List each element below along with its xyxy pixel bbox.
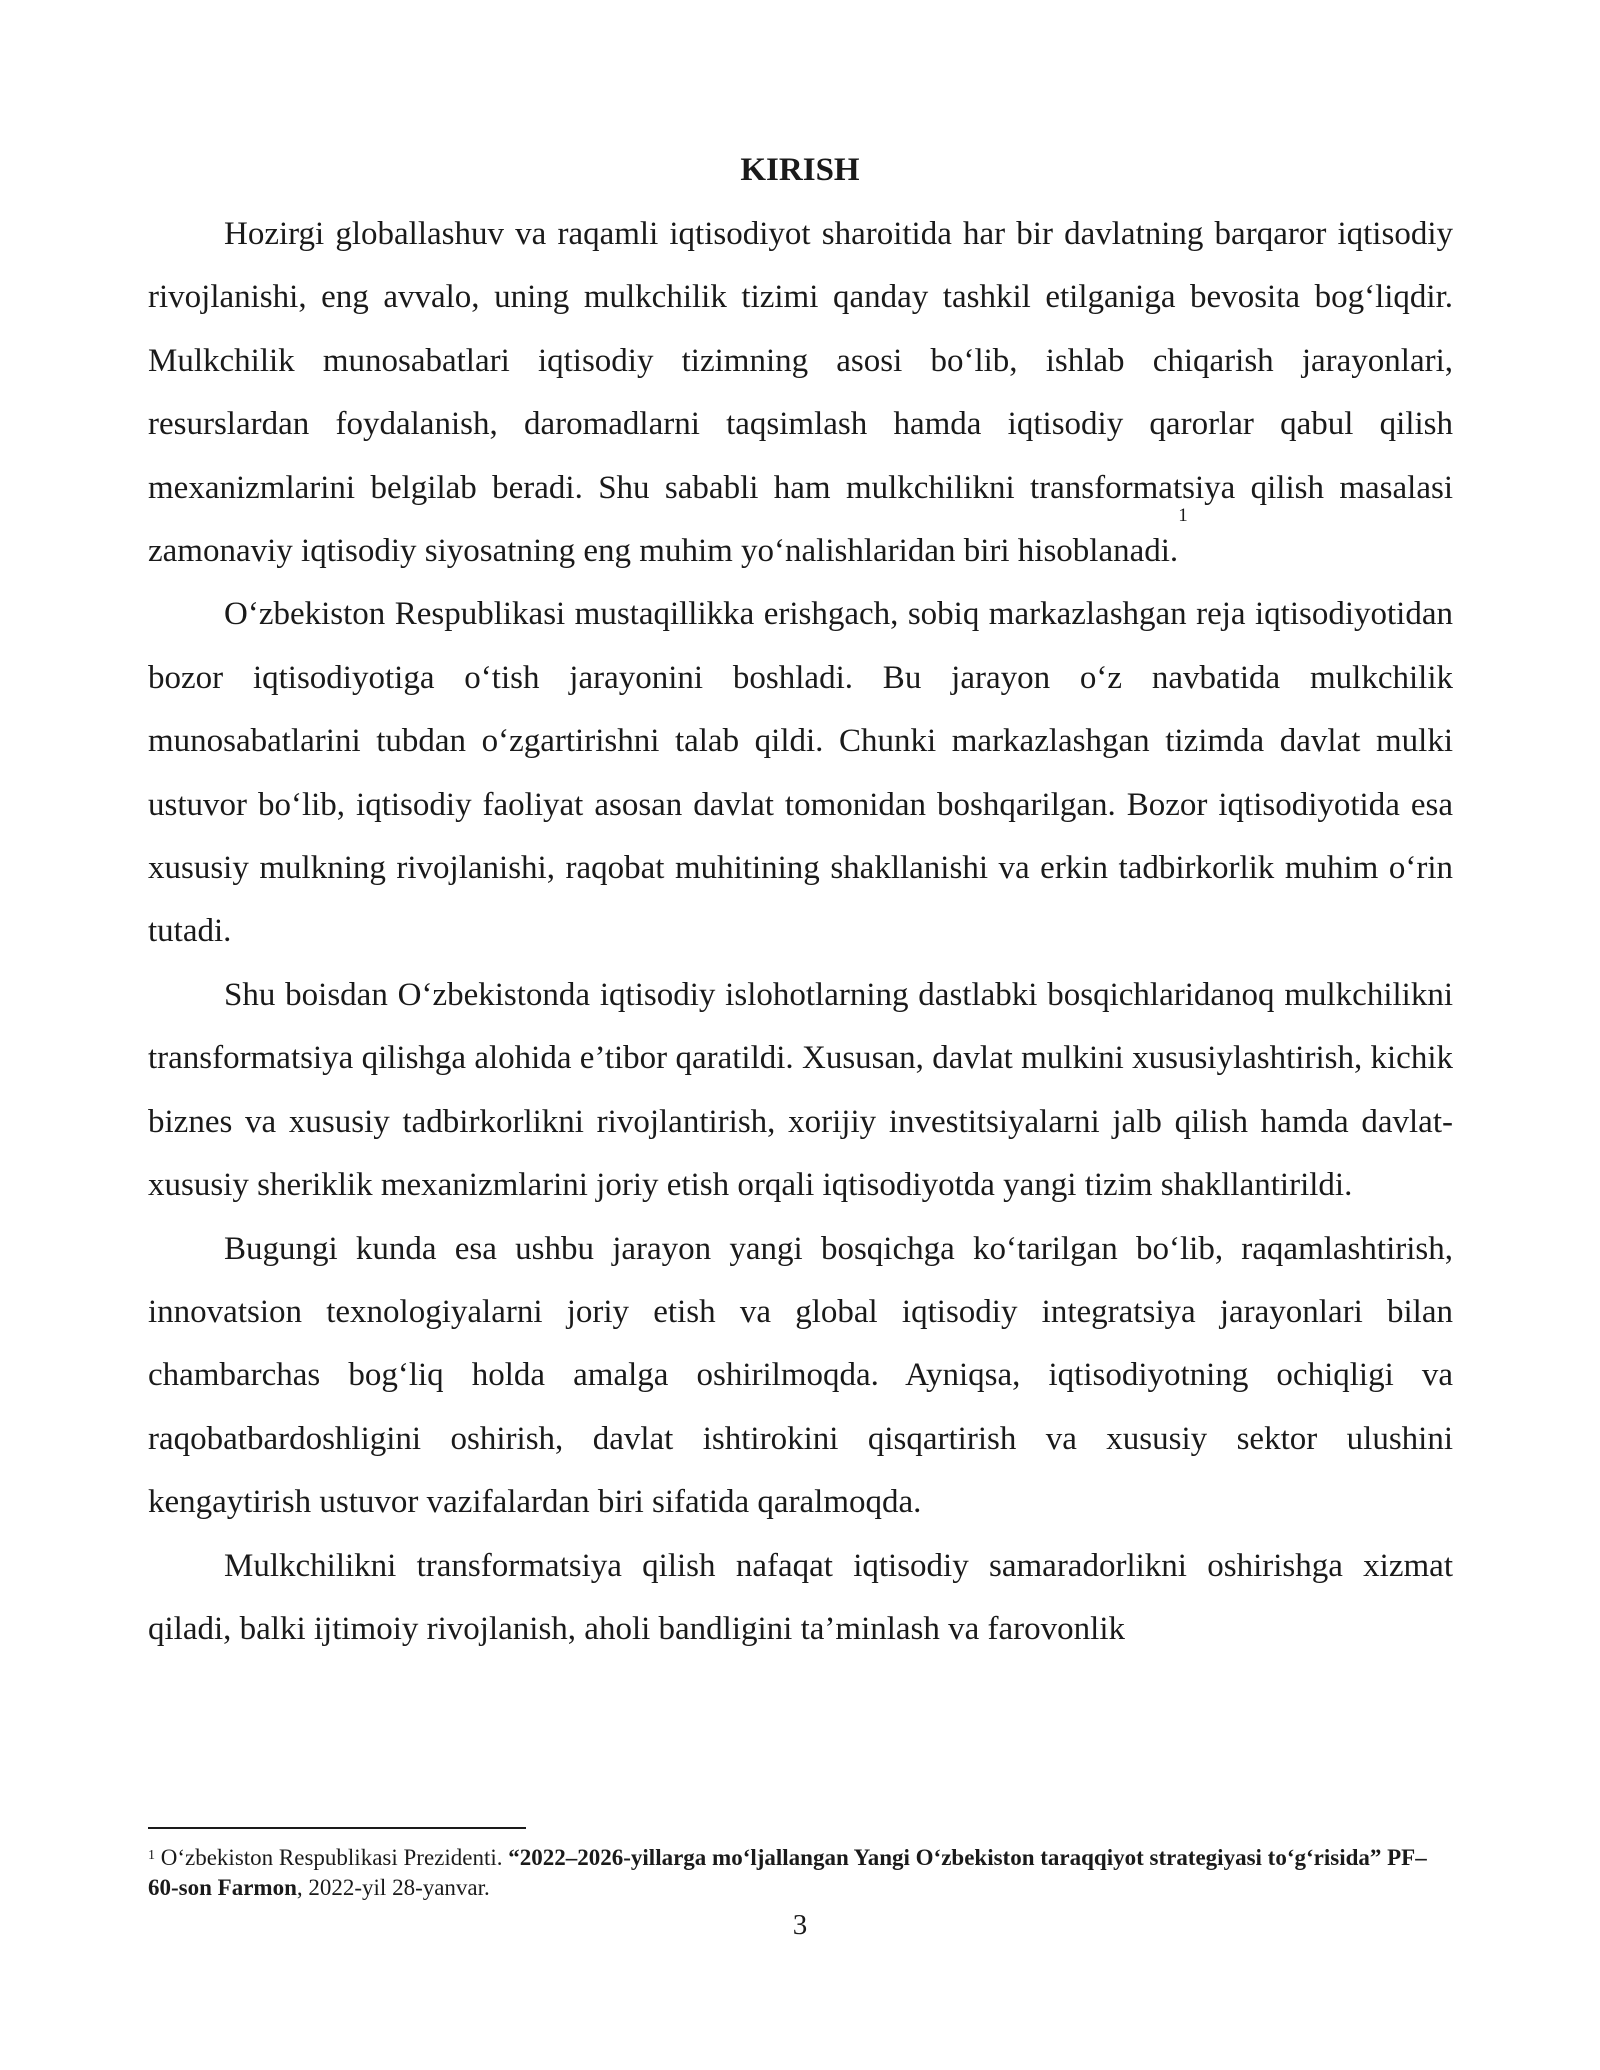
body-text: [148, 203, 1453, 1661]
footnote-marker: 1: [148, 1848, 155, 1863]
footnote-separator: [148, 1827, 526, 1829]
paragraph-2: O‘zbekiston Respublikasi mustaqillikka erishgach, sobiq markazlashgan reja iqtisodiyotidan bozor iqtisodiyotiga o‘tish jarayonini boshladi. Bu jarayon o‘z navbatida mulkchilik munosabatlarini tubdan o‘zgartirishni talab qildi. Chunki markazlashgan tizimda davlat mulki ustuvor bo‘lib, iqtisodiy faoliyat asosan davlat tomonidan boshqarilgan. Bozor iqtisodiyotida esa xususiy mulkning rivojlanishi, raqobat muhitining shakllanishi va erkin tadbirkorlik muhim o‘rin tutadi.: [148, 596, 1453, 950]
paragraph-5: Mulkchilikni transformatsiya qilish nafaqat iqtisodiy samaradorlikni oshirishga xizmat qiladi, balki ijtimoiy rivojlanish, aholi bandligini ta’minlash va farovonlik: [148, 1547, 1453, 1647]
footnote-reference: 1: [1178, 505, 1188, 527]
footnote: [148, 1843, 1453, 1903]
paragraph-1-text: Hozirgi globallashuv va raqamli iqtisodiyot sharoitida har bir davlatning barqaror iqtisodiy rivojlanishi, eng avvalo, uning mulkchilik tizimi qanday tashkil etilganiga bevosita bog‘liqdir. Mulkchilik munosabatlari iqtisodiy tizimning asosi bo‘lib, ishlab chiqarish jarayonlari, resurslardan foydalanish, daromadlarni taqsimlash hamda iqtisodiy qarorlar qabul qilish mexanizmlarini belgilab beradi. Shu sababli ham mulkchilikni transformatsiya qilish masalasi zamonaviy iqtisodiy siyosatning eng muhim yo‘nalishlaridan biri hisoblanadi.: [148, 216, 1453, 570]
paragraph-3: Shu boisdan O‘zbekistonda iqtisodiy islohotlarning dastlabki bosqichlaridanoq mulkchilikni transformatsiya qilishga alohida e’tibor qaratildi. Xususan, davlat mulkini xususiylashtirish, kichik biznes va xususiy tadbirkorlikni rivojlantirish, xorijiy investitsiyalarni jalb qilish hamda davlat-xususiy sheriklik mexanizmlarini joriy etish orqali iqtisodiyotda yangi tizim shakllantirildi.: [148, 976, 1453, 1204]
section-title: KIRISH: [740, 152, 860, 188]
footnote-author: O‘zbekiston Respublikasi Prezidenti.: [160, 1845, 503, 1870]
page-number: 3: [792, 1909, 808, 1941]
paragraph-4: Bugungi kunda esa ushbu jarayon yangi bosqichga ko‘tarilgan bo‘lib, raqamlashtirish, innovatsion texnologiyalarni joriy etish va global iqtisodiy integratsiya jarayonlari bilan chambarchas bog‘liq holda amalga oshirilmoqda. Ayniqsa, iqtisodiyotning ochiqligi va raqobatbardoshligini oshirish, davlat ishtirokini qisqartirish va xususiy sektor ulushini kengaytirish ustuvor vazifalardan biri sifatida qaralmoqda.: [148, 1230, 1453, 1521]
paragraph-1: [148, 203, 1453, 583]
footnote-date: , 2022-yil 28-yanvar.: [296, 1875, 490, 1900]
footnote-title: “2022–2026-yillarga mo‘ljallangan Yangi O‘zbekiston taraqqiyot strategiyasi to‘g‘risida” PF–60-son Farmon: [148, 1845, 1427, 1900]
